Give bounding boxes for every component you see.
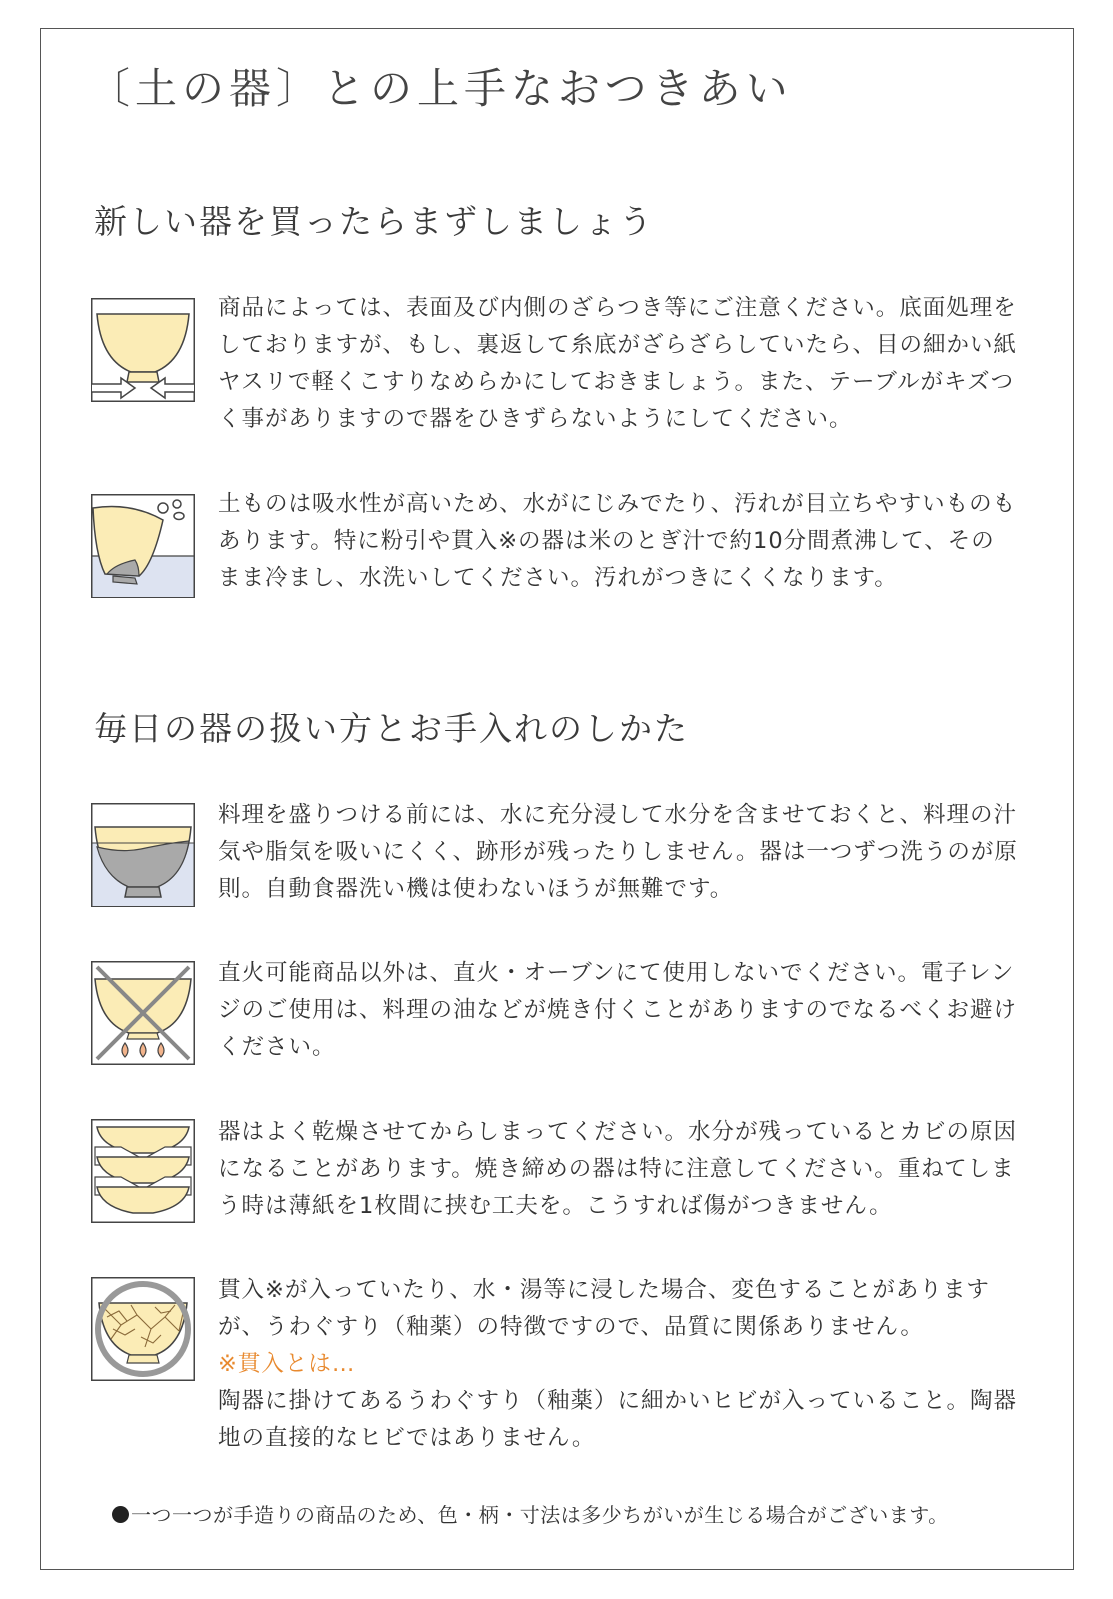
bowl-bottom-sanding-icon [91,298,195,402]
item-text-with-note [218,1272,1018,1457]
bowl-boiling-icon [91,494,195,598]
footer-note [112,1499,949,1528]
item-text: 貫入※が入っていたり、水・湯等に浸した場合、変色することがありますが、うわぐすり（釉薬）の特徴ですので、品質に関係ありません。 [218,1277,990,1340]
bowl-soaking-icon [91,803,195,907]
section-heading-daily-care: 毎日の器の扱い方とお手入れのしかた [94,709,689,748]
crackle-glaze-icon [91,1277,195,1381]
bullet-icon [112,1506,129,1523]
item-text: 商品によっては、表面及び内側のざらつき等にご注意ください。底面処理をしておりますが、もし、裏返して糸底がざらざらしていたら、目の細かい紙ヤスリで軽くこすりなめらかにしておきましょう。また、テーブルがキズつく事がありますので器をひきずらないようにしてください。 [218,295,1018,432]
item-text: 器はよく乾燥させてからしまってください。水分が残っているとカビの原因になることがあります。焼き締めの器は特に注意してください。重ねてしまう時は薄紙を1枚間に挟む工夫を。こうすれば傷がつきません。 [218,1119,1018,1219]
section-heading-new-ware: 新しい器を買ったらまずしましょう [94,202,654,241]
note-text: 陶器に掛けてあるうわぐすり（釉薬）に細かいヒビが入っていること。陶器地の直接的なヒビではありません。 [218,1388,1018,1451]
item-text: 料理を盛りつける前には、水に充分浸して水分を含ませておくと、料理の汁気や脂気を吸いにくく、跡形が残ったりしません。器は一つずつ洗うのが原則。自動食器洗い機は使わないほうが無難です。 [218,802,1018,902]
item-text: 直火可能商品以外は、直火・オーブンにて使用しないでください。電子レンジのご使用は、料理の油などが焼き付くことがありますのでなるべくお避けください。 [218,960,1018,1060]
item-text: 土ものは吸水性が高いため、水がにじみでたり、汚れが目立ちやすいものもあります。特に粉引や貫入※の器は米のとぎ汁で約10分間煮沸して、そのまま冷まし、水洗いしてください。汚れがつきにくくなります。 [218,491,1017,591]
no-direct-fire-icon [91,961,195,1065]
stacked-bowls-icon [91,1119,195,1223]
note-heading: ※貫入とは… [218,1351,356,1377]
footer-text: 一つ一つが手造りの商品のため、色・柄・寸法は多少ちがいが生じる場合がございます。 [131,1503,949,1527]
page-title: 〔土の器〕との上手なおつきあい [88,64,793,113]
